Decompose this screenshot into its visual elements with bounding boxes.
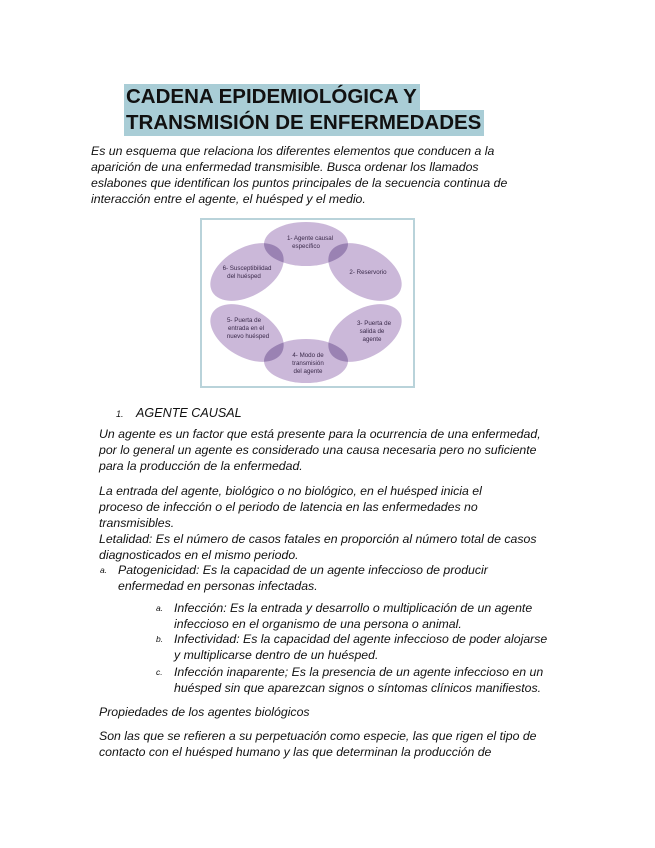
intro-line: Es un esquema que relaciona los diferentes elementos que conducen a la (91, 144, 495, 158)
letalidad-line: diagnosticados en el mismo periodo. (99, 548, 299, 562)
intro-line: aparición de una enfermedad transmisible. Busca ordenar los llamados (91, 160, 479, 174)
letalidad-line: Letalidad: Es el número de casos fatales en proporción al número total de casos (99, 532, 537, 546)
subitem-infectividad (156, 631, 548, 663)
epidemiological-chain-diagram (200, 218, 415, 388)
subitem-infeccion (156, 600, 533, 632)
para1-line: por lo general un agente es considerado una causa necesaria pero no suficiente (99, 443, 537, 457)
patogenicidad-line: enfermedad en personas infectadas. (118, 579, 318, 594)
list-marker: c. (156, 667, 163, 677)
document-title (124, 84, 484, 136)
subitem-line: huésped sin que aparezcan signos o síntomas clínicos manifiestos. (174, 681, 542, 696)
subitem-line: Infectividad: Es la capacidad del agente infeccioso de poder alojarse (174, 632, 548, 646)
para1-line: Un agente es un factor que está presente para la ocurrencia de una enfermedad, (99, 427, 541, 441)
intro-line: eslabones que identifican los puntos principales de la secuencia continua de (91, 176, 508, 190)
intro-line: interacción entre el agente, el huésped y el medio. (91, 192, 366, 206)
title-line-1: CADENA EPIDEMIOLÓGICA Y (124, 84, 420, 110)
list-marker: a. (100, 565, 108, 575)
patogenicidad-item (100, 562, 550, 594)
para3-line: contacto con el huésped humano y las que determinan la producción de (99, 745, 492, 759)
title-line-2: TRANSMISIÓN DE ENFERMEDADES (124, 110, 484, 136)
section-number: 1. (116, 409, 124, 419)
para3-line: Son las que se refieren a su perpetuación como especie, las que rigen el tipo de (99, 729, 537, 743)
subitem-line: Infección: Es la entrada y desarrollo o multiplicación de un agente (174, 601, 533, 615)
section-heading-text: AGENTE CAUSAL (136, 406, 242, 420)
subitem-line: infeccioso en el organismo de una persona o animal. (174, 617, 462, 632)
para1-line: para la producción de la enfermedad. (99, 459, 303, 473)
node-1-label: 1- Agente causal específico (286, 235, 334, 250)
patogenicidad-line: Patogenicidad: Es la capacidad de un agente infeccioso de producir (118, 563, 488, 577)
section-heading-agente-causal (116, 406, 242, 420)
propiedades-heading: Propiedades de los agentes biológicos (99, 705, 310, 719)
subitem-line: y multiplicarse dentro de un huésped. (174, 648, 379, 663)
para2-line: transmisibles. (99, 516, 175, 530)
para2-line: La entrada del agente, biológico o no biológico, en el huésped inicia el (99, 484, 482, 498)
node-5-label: 5- Puerta de entrada en el nuevo huésped (226, 317, 270, 340)
node-3-label: 3- Puerta de salida de agente (356, 320, 392, 343)
list-marker: a. (156, 603, 164, 613)
node-2-label: 2- Reservorio (349, 269, 387, 276)
subitem-infeccion-inaparente (156, 664, 544, 696)
para2-line: proceso de infección o el periodo de latencia en las enfermedades no (99, 500, 478, 514)
chain-svg (202, 220, 413, 386)
subitem-line: Infección inaparente; Es la presencia de un agente infeccioso en un (174, 665, 544, 679)
list-marker: b. (156, 634, 164, 644)
node-6-label: 6- Susceptibilidad del huésped (222, 265, 272, 280)
node-4-label: 4- Modo de transmisión del agente (292, 352, 324, 375)
